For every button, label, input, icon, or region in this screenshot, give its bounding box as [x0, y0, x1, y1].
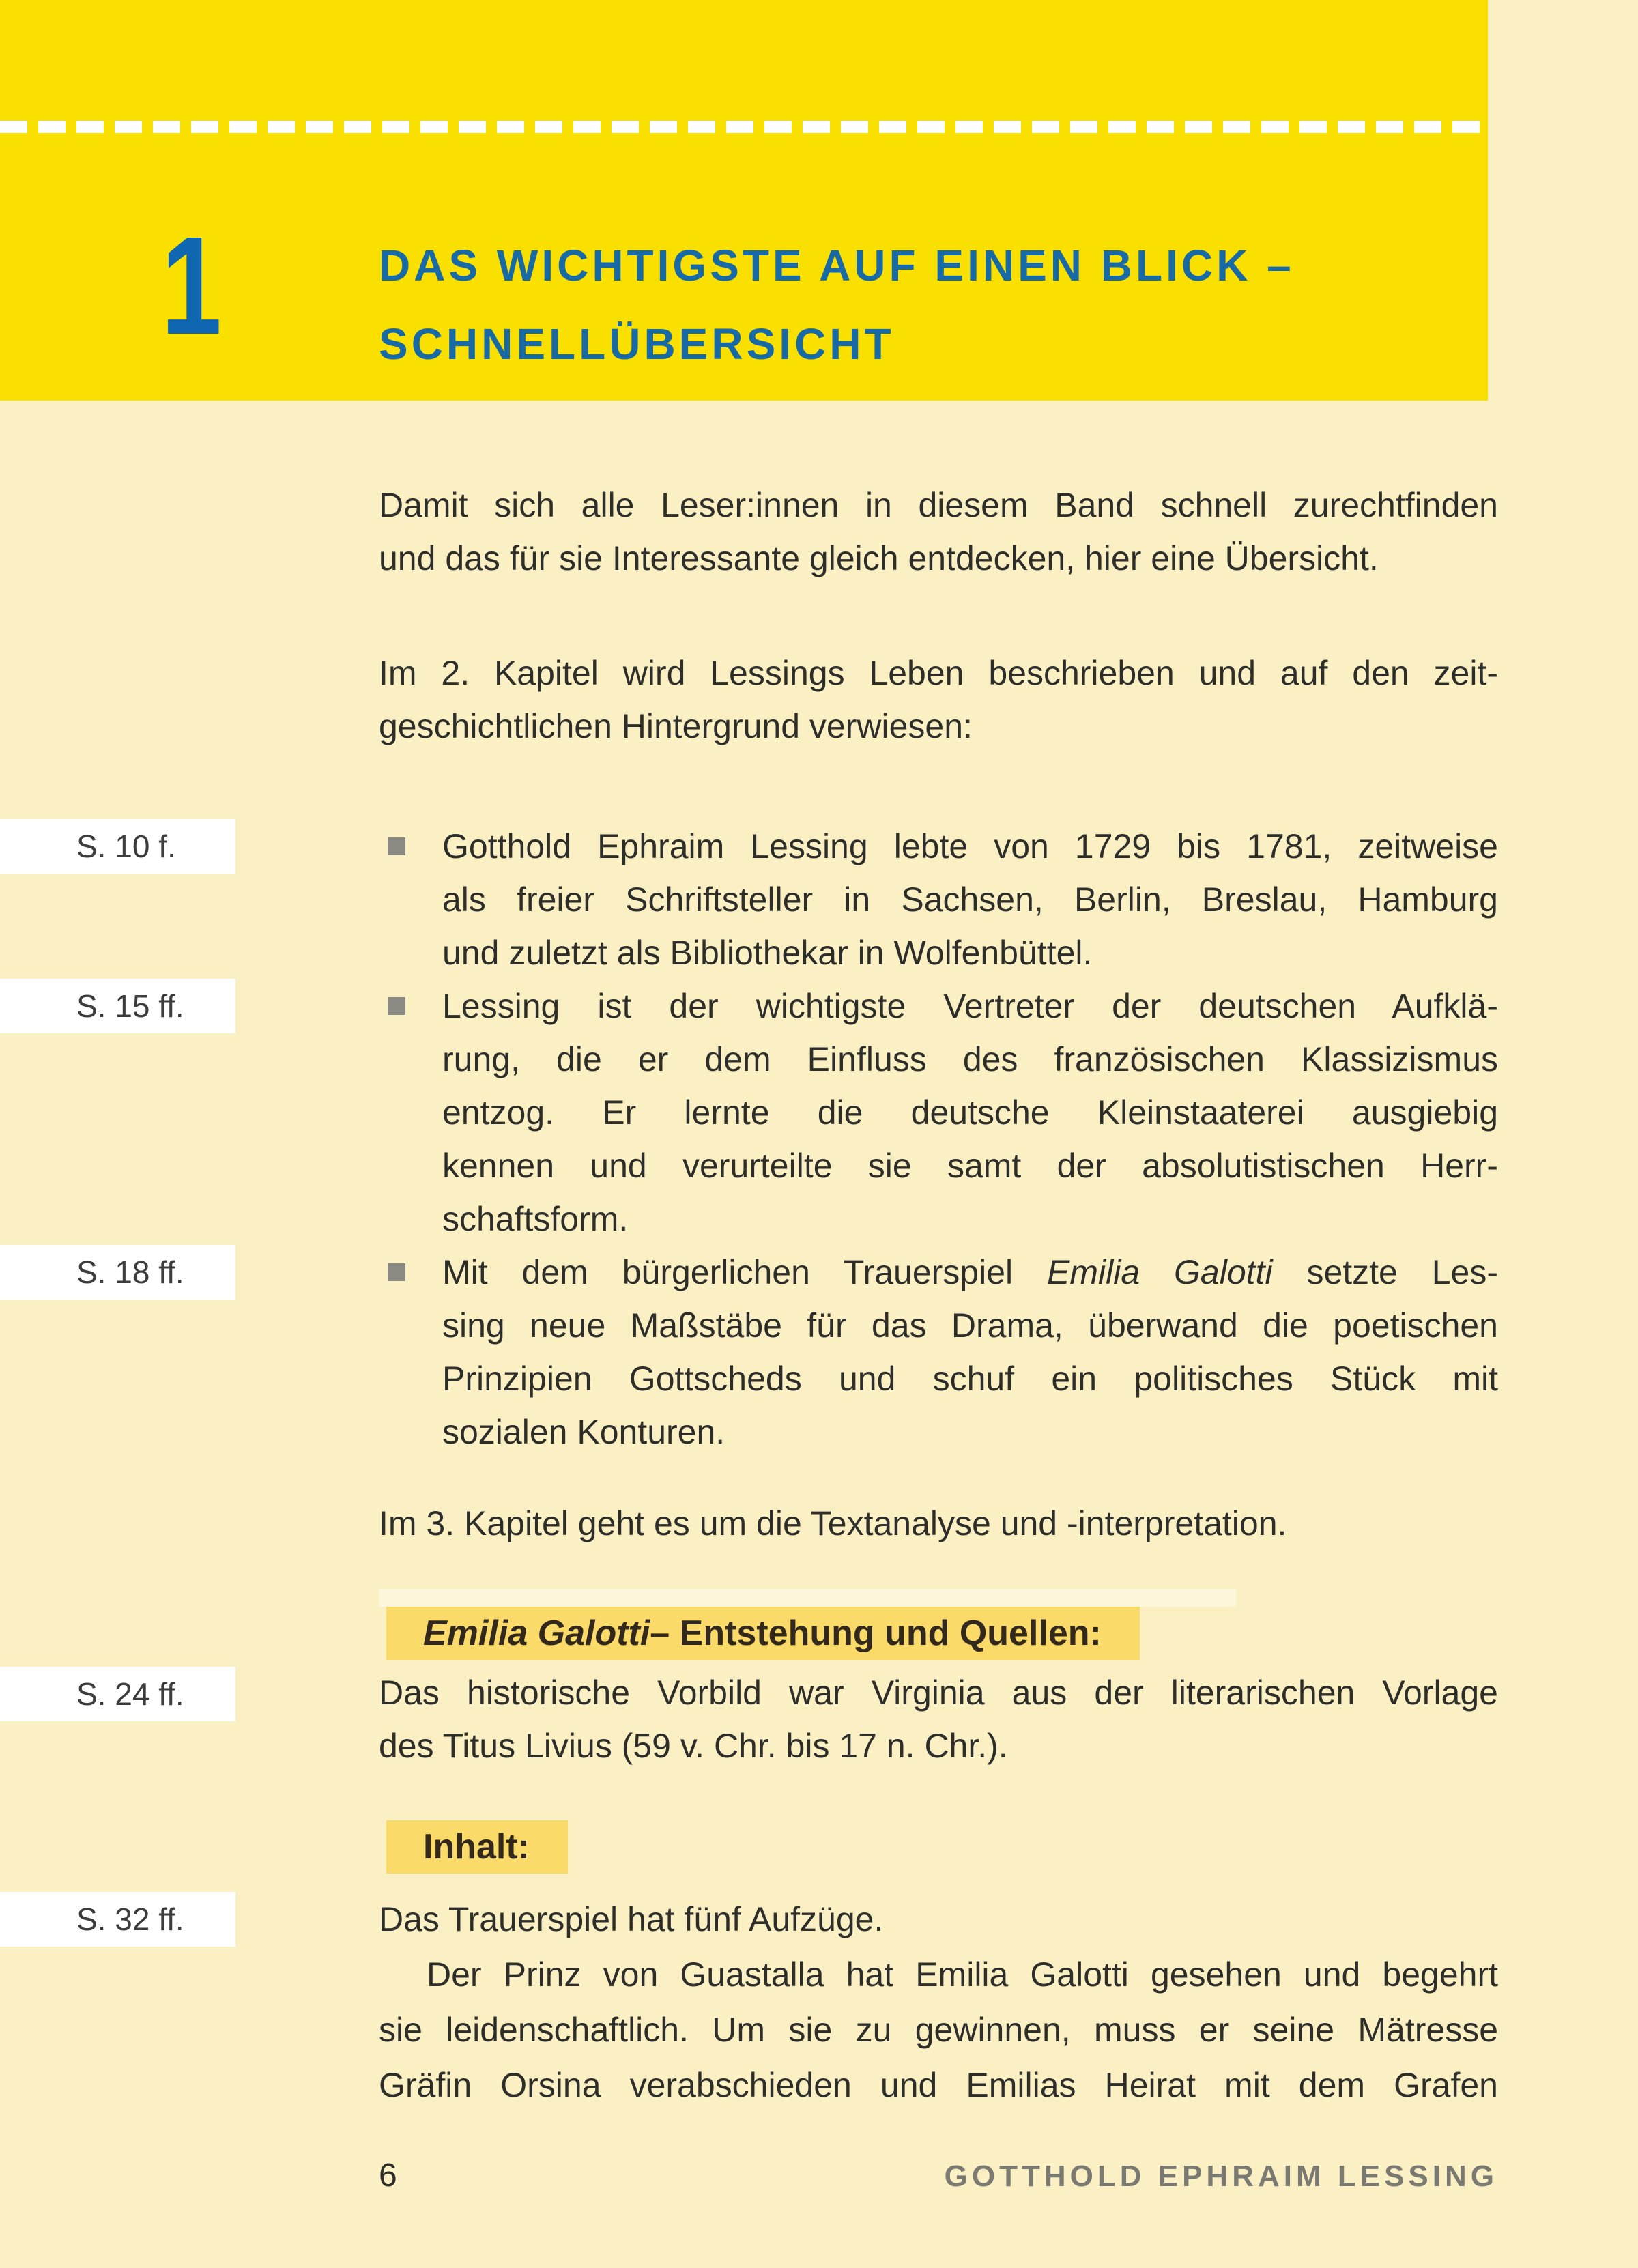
bullet-list [442, 820, 1498, 1459]
text-line: sie leidenschaftlich. Um sie zu gewinnen, muss er seine Mätresse [379, 2011, 1498, 2049]
paragraph-intro [379, 478, 1498, 585]
page-number: 6 [379, 2157, 397, 2194]
text-line: und zuletzt als Bibliothekar in Wolfenbüttel. [442, 934, 1093, 972]
text-line: schaftsform. [442, 1200, 629, 1238]
text-line: Gräfin Orsina verabschieden und Emilias Heirat mit dem Grafen [379, 2066, 1498, 2104]
chapter-banner [0, 0, 1488, 401]
text-line: Lessing ist der wichtigste Vertreter der deutschen Aufklä- [442, 987, 1498, 1025]
square-bullet-icon [388, 1263, 405, 1281]
dashed-divider [0, 121, 1488, 133]
chapter-title [379, 227, 1443, 384]
page-reference-label: S. 18 ff. [0, 1245, 235, 1300]
text-line: rung, die er dem Einfluss des französischen Klassizismus [442, 1040, 1498, 1078]
chapter-title-line2: SCHNELLÜBERSICHT [379, 319, 895, 369]
text-line: Gotthold Ephraim Lessing lebte von 1729 bis 1781, zeitweise [442, 827, 1498, 865]
page-reference-label: S. 24 ff. [0, 1667, 235, 1721]
paragraph-kapitel2 [379, 646, 1498, 753]
chapter-number: 1 [161, 207, 222, 364]
text-line: als freier Schriftsteller in Sachsen, Berlin, Breslau, Hamburg [442, 880, 1498, 919]
text-line: Das historische Vorbild war Virginia aus der literarischen Vorlage [379, 1674, 1498, 1712]
highlight-sheen [379, 1589, 1236, 1607]
text-line: sing neue Maßstäbe für das Drama, überwand die poetischen [442, 1306, 1498, 1345]
text-line: entzog. Er lernte die deutsche Kleinstaaterei ausgiebig [442, 1093, 1498, 1132]
text-line: Prinzipien Gottscheds und schuf ein politisches Stück mit [442, 1360, 1498, 1398]
text-line: Im 3. Kapitel geht es um die Textanalyse und -interpretation. [379, 1504, 1287, 1542]
text-line: geschichtlichen Hintergrund verwiesen: [379, 707, 973, 745]
subheading-text: – Entstehung und Quellen: [650, 1613, 1102, 1653]
page-reference-label: S. 15 ff. [0, 979, 235, 1033]
paragraph-kapitel3 [379, 1497, 1498, 1550]
chapter-title-line1: DAS WICHTIGSTE AUF EINEN BLICK – [379, 241, 1295, 290]
subheading-text: Inhalt: [423, 1827, 530, 1867]
square-bullet-icon [388, 997, 405, 1015]
text-line: des Titus Livius (59 v. Chr. bis 17 n. Chr.). [379, 1727, 1008, 1765]
subheading-inhalt [386, 1820, 568, 1874]
paragraph-inhalt [379, 1892, 1498, 2113]
square-bullet-icon [388, 837, 405, 855]
work-title-italic: Emilia Galotti [423, 1613, 650, 1653]
text-line: Das Trauerspiel hat fünf Aufzüge. [379, 1900, 884, 1938]
work-title-italic: Emilia Galotti [1047, 1253, 1273, 1291]
paragraph-quellen [379, 1666, 1498, 1772]
text-line: Der Prinz von Guastalla hat Emilia Galotti gesehen und begehrt [427, 1955, 1498, 1994]
running-title: GOTTHOLD EPHRAIM LESSING [944, 2159, 1498, 2193]
text-line: und das für sie Interessante gleich entdecken, hier eine Übersicht. [379, 539, 1379, 577]
subheading-quellen [386, 1607, 1140, 1660]
page-reference-label: S. 32 ff. [0, 1892, 235, 1947]
page-reference-label: S. 10 f. [0, 819, 235, 874]
text-line: sozialen Konturen. [442, 1413, 725, 1451]
text-line: Im 2. Kapitel wird Lessings Leben beschrieben und auf den zeit- [379, 654, 1498, 692]
text-line: Damit sich alle Leser:innen in diesem Band schnell zurechtfinden [379, 486, 1498, 524]
text-segment: Mit dem bürgerlichen Trauerspiel [442, 1253, 1048, 1291]
text-line: kennen und verurteilte sie samt der absolutistischen Herr- [442, 1147, 1498, 1185]
text-line [442, 1246, 1498, 1299]
text-segment: setzte Les- [1272, 1253, 1499, 1291]
